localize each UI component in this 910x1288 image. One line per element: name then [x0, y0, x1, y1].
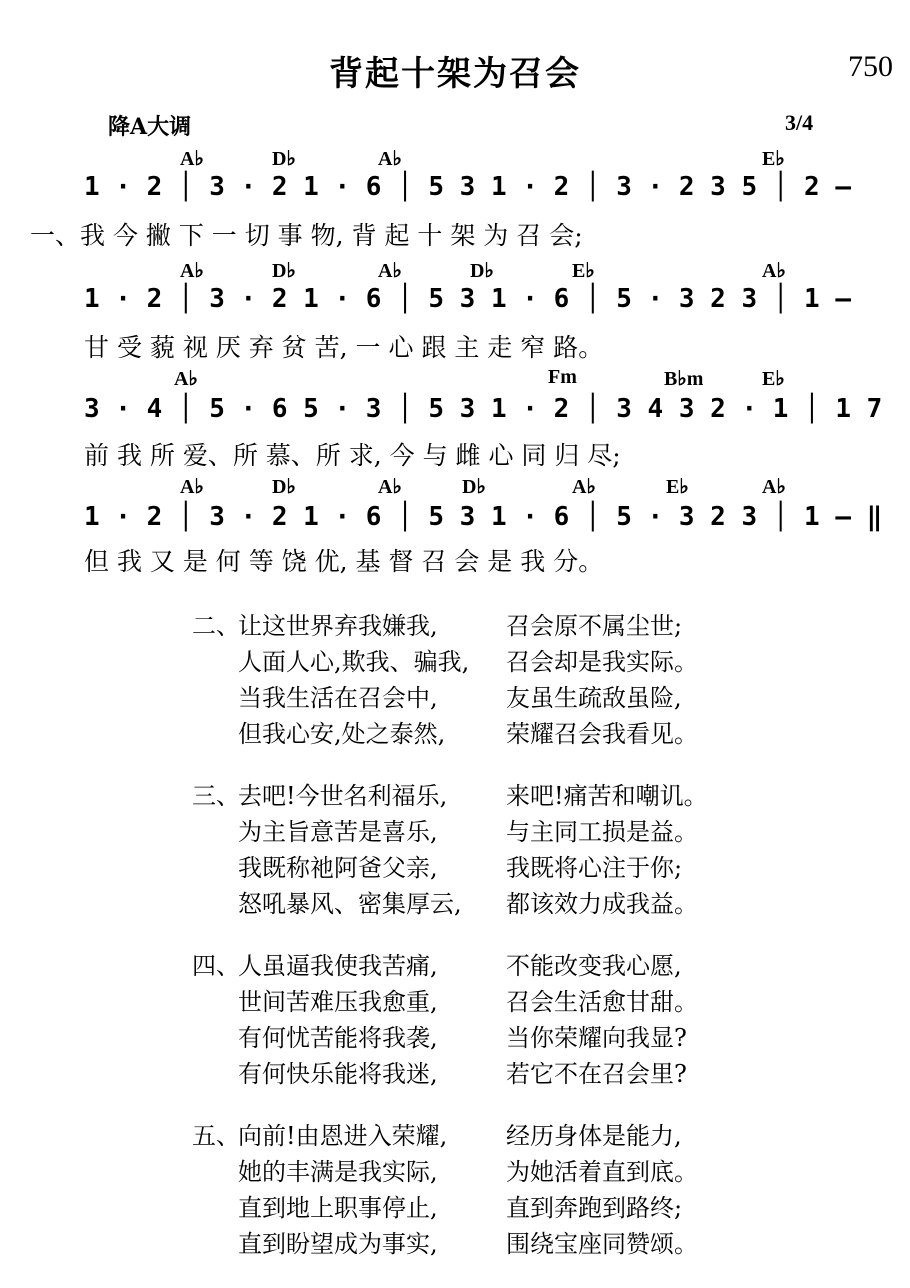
verse-line: 但我心安,处之泰然, [238, 720, 446, 748]
time-signature: 3/4 [785, 110, 814, 135]
lyric-line: 一、我 今 撇 下 一 切 事 物, 背 起 十 架 为 召 会; [30, 221, 583, 250]
verse-line: 为她活着直到底。 [506, 1158, 698, 1186]
notation-line: 3 · 4 │ 5 · 6 5 · 3 │ 5 3 1 · 2 │ 3 4 3 2 · 1 │ 1 7 [84, 394, 883, 424]
chord-symbol: A♭ [378, 476, 402, 498]
stanza-2 [192, 608, 892, 752]
verse-line: 直到盼望成为事实, [238, 1230, 438, 1258]
stanza-number: 五、 [192, 1122, 240, 1150]
verse-line: 有何快乐能将我迷, [238, 1060, 438, 1088]
chord-symbol: A♭ [378, 260, 402, 282]
lyric-line: 甘 受 藐 视 厌 弃 贫 苦, 一 心 跟 主 走 窄 路。 [84, 333, 604, 362]
verse-line: 荣耀召会我看见。 [506, 720, 698, 748]
verse-line: 若它不在召会里? [506, 1060, 687, 1088]
verse-line: 与主同工损是益。 [506, 818, 698, 846]
stanza-number: 三、 [192, 782, 240, 810]
verse-line: 去吧!今世名利福乐, [238, 782, 448, 810]
stanza-number: 四、 [192, 952, 240, 980]
chord-symbol: Fm [548, 366, 577, 388]
page-number: 750 [848, 50, 893, 83]
page-title: 背起十架为召会 [329, 54, 581, 94]
chord-symbol: E♭ [762, 148, 785, 170]
stanza-5 [192, 1118, 892, 1262]
verse-line: 人虽逼我使我苦痛, [238, 952, 438, 980]
verse-line: 直到地上职事停止, [238, 1194, 438, 1222]
verse-line: 让这世界弃我嫌我, [238, 612, 438, 640]
chord-symbol: B♭m [664, 368, 704, 390]
lyric-line: 但 我 又 是 何 等 饶 优, 基 督 召 会 是 我 分。 [84, 547, 604, 576]
lyric-line: 前 我 所 爱、所 慕、所 求, 今 与 雌 心 同 归 尽; [84, 441, 621, 470]
verse-line: 有何忧苦能将我袭, [238, 1024, 438, 1052]
verse-line: 她的丰满是我实际, [238, 1158, 438, 1186]
verse-stanzas [192, 608, 892, 1288]
chord-symbol: A♭ [180, 260, 204, 282]
music-system-4 [0, 470, 910, 590]
verse-line: 怒吼暴风、密集厚云, [238, 890, 462, 918]
chord-symbol: D♭ [470, 260, 494, 282]
verse-line: 经历身体是能力, [506, 1122, 682, 1150]
music-system-3 [0, 362, 910, 482]
verse-line: 人面人心,欺我、骗我, [238, 648, 470, 676]
verse-line: 向前!由恩进入荣耀, [238, 1122, 448, 1150]
chord-symbol: A♭ [762, 476, 786, 498]
key-signature-label: 降A大调 [108, 114, 192, 140]
verse-line: 友虽生疏敌虽险, [506, 684, 682, 712]
stanza-4 [192, 948, 892, 1092]
chord-symbol: A♭ [180, 148, 204, 170]
verse-line: 都该效力成我益。 [506, 890, 698, 918]
verse-line: 我既称祂阿爸父亲, [238, 854, 438, 882]
chord-symbol: D♭ [462, 476, 486, 498]
verse-line: 当你荣耀向我显? [506, 1024, 687, 1052]
verse-line: 围绕宝座同赞颂。 [506, 1230, 698, 1258]
verse-line: 当我生活在召会中, [238, 684, 438, 712]
chord-symbol: A♭ [762, 260, 786, 282]
chord-symbol: E♭ [572, 260, 595, 282]
chord-symbol: D♭ [272, 148, 296, 170]
verse-line: 召会原不属尘世; [506, 612, 683, 640]
chord-symbol: D♭ [272, 260, 296, 282]
notation-line: 1 · 2 │ 3 · 2 1 · 6 │ 5 3 1 · 6 │ 5 · 3 2 3 │ 1 — ‖ [84, 502, 883, 532]
chord-symbol: A♭ [174, 368, 198, 390]
stanza-number: 二、 [192, 612, 240, 640]
notation-line: 1 · 2 │ 3 · 2 1 · 6 │ 5 3 1 · 2 │ 3 · 2 3 5 │ 2 — [84, 172, 852, 202]
chord-symbol: A♭ [378, 148, 402, 170]
music-system-1 [0, 140, 910, 260]
verse-line: 为主旨意苦是喜乐, [238, 818, 438, 846]
chord-symbol: E♭ [666, 476, 689, 498]
stanza-3 [192, 778, 892, 922]
verse-line: 来吧!痛苦和嘲讥。 [506, 782, 708, 810]
verse-line: 世间苦难压我愈重, [238, 988, 438, 1016]
chord-symbol: A♭ [180, 476, 204, 498]
verse-line: 我既将心注于你; [506, 854, 683, 882]
verse-line: 召会生活愈甘甜。 [506, 988, 698, 1016]
chord-symbol: E♭ [762, 368, 785, 390]
verse-line: 不能改变我心愿, [506, 952, 682, 980]
chord-symbol: A♭ [572, 476, 596, 498]
music-system-2 [0, 252, 910, 372]
notation-line: 1 · 2 │ 3 · 2 1 · 6 │ 5 3 1 · 6 │ 5 · 3 2 3 │ 1 — [84, 284, 852, 314]
verse-line: 直到奔跑到路终; [506, 1194, 683, 1222]
verse-line: 召会却是我实际。 [506, 648, 698, 676]
chord-symbol: D♭ [272, 476, 296, 498]
